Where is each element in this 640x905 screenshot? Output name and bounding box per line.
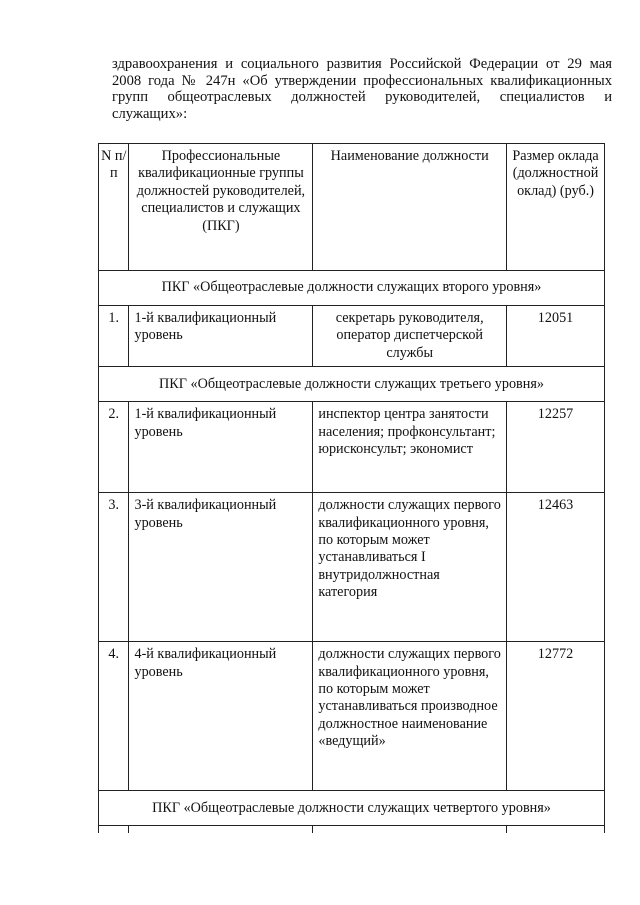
table-row: [99, 306, 605, 367]
group-title: ПКГ «Общеотраслевые должности служащих третьего уровня»: [99, 367, 605, 402]
row-num: 3.: [99, 493, 129, 642]
header-position: Наименование должности: [313, 144, 507, 271]
header-group: Профессиональные квалификационные группы должностей руководителей, специалистов и служащих (ПКГ): [129, 144, 313, 271]
row-positions: должности служащих первого квалификационного уровня, по которым может устанавливаться производное должностное наименование «ведущий»: [313, 642, 507, 791]
table-header-row: [99, 144, 605, 271]
row-level: 3-й квалификационный уровень: [129, 493, 313, 642]
table-continuation: [99, 826, 605, 834]
group-title: ПКГ «Общеотраслевые должности служащих второго уровня»: [99, 271, 605, 306]
intro-line: 2008 года № 247н «Об утверждении профессиональных квалификационных: [112, 72, 612, 89]
salary-table: [98, 143, 605, 833]
row-salary: 12257: [507, 402, 605, 493]
group-row: [99, 271, 605, 306]
header-num: N п/п: [99, 144, 129, 271]
row-level: 1-й квалификационный уровень: [129, 306, 313, 367]
row-num: 2.: [99, 402, 129, 493]
group-row: [99, 367, 605, 402]
intro-line: групп общеотраслевых должностей руководителей, специалистов и: [112, 89, 612, 105]
intro-line: служащих»:: [112, 105, 188, 122]
row-salary: 12051: [507, 306, 605, 367]
table-row: [99, 402, 605, 493]
row-salary: 12463: [507, 493, 605, 642]
header-salary: Размер оклада (должностной оклад) (руб.): [507, 144, 605, 271]
group-row: [99, 791, 605, 826]
row-level: 1-й квалификационный уровень: [129, 402, 313, 493]
intro-paragraph: [112, 56, 612, 122]
row-level: 4-й квалификационный уровень: [129, 642, 313, 791]
table-row: [99, 493, 605, 642]
row-positions: секретарь руководителя, оператор диспетчерской службы: [313, 306, 507, 367]
row-salary: 12772: [507, 642, 605, 791]
table-row: [99, 642, 605, 791]
intro-line: здравоохранения и социального развития Российской Федерации от 29 мая: [112, 56, 612, 72]
group-title: ПКГ «Общеотраслевые должности служащих четвертого уровня»: [99, 791, 605, 826]
row-positions: должности служащих первого квалификационного уровня, по которым может устанавливаться I внутридолжностная категория: [313, 493, 507, 642]
row-num: 1.: [99, 306, 129, 367]
row-num: 4.: [99, 642, 129, 791]
row-positions: инспектор центра занятости населения; профконсультант; юрисконсульт; экономист: [313, 402, 507, 493]
